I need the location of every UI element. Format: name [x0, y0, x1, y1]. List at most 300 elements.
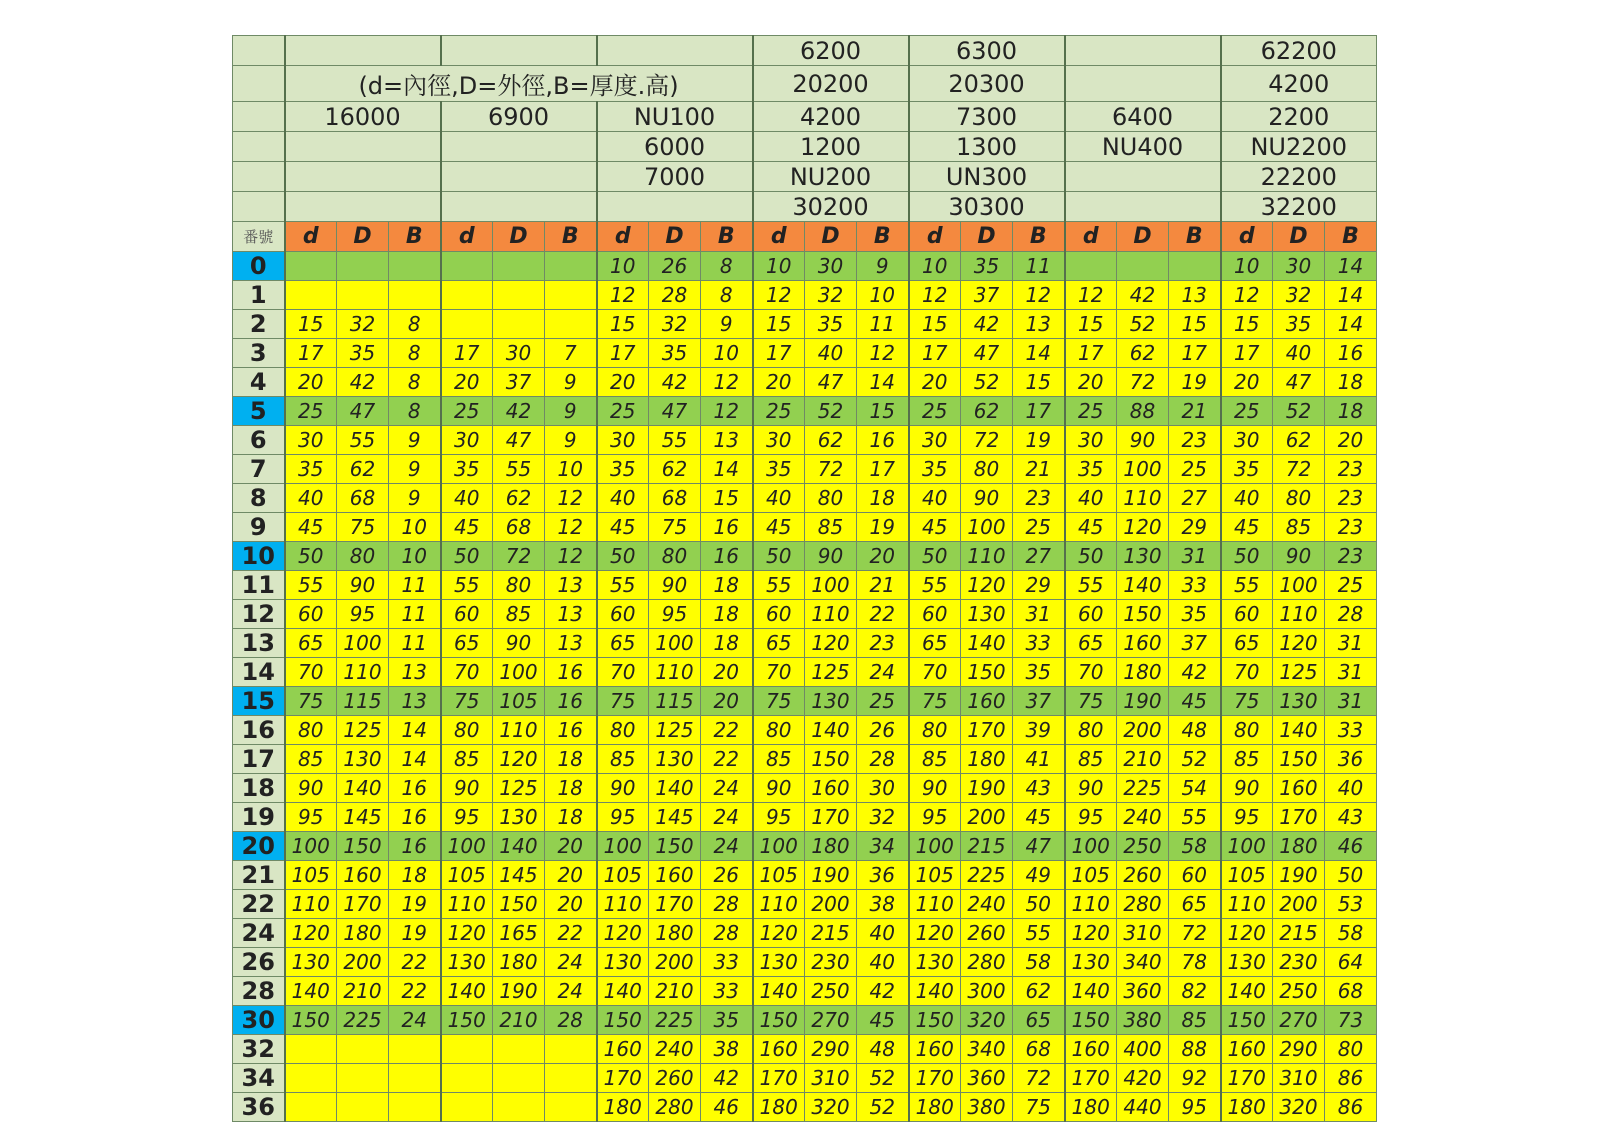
dimension-value: 130 [441, 948, 493, 977]
dimension-value: 100 [805, 571, 857, 600]
series-label: UN300 [909, 162, 1065, 192]
dimension-value: 14 [857, 368, 909, 397]
dimension-value: 70 [285, 658, 337, 687]
dimension-value: 90 [1065, 774, 1117, 803]
dimension-value [285, 281, 337, 310]
dimension-value: 46 [701, 1093, 753, 1122]
dimension-value: 50 [1325, 861, 1377, 890]
dimension-value: 290 [1273, 1035, 1325, 1064]
dimension-value: 160 [1273, 774, 1325, 803]
dimension-value: 140 [1117, 571, 1169, 600]
series-label: 1300 [909, 132, 1065, 162]
dimension-value: 110 [805, 600, 857, 629]
dimension-note: (d=內徑,D=外徑,B=厚度.高) [285, 66, 753, 102]
dimension-value [441, 1093, 493, 1122]
table-row [233, 513, 1377, 542]
dimension-value: 140 [493, 832, 545, 861]
dimension-value: 35 [701, 1006, 753, 1035]
dimension-value: 25 [1013, 513, 1065, 542]
dimension-value: 145 [493, 861, 545, 890]
dimension-value: 190 [805, 861, 857, 890]
dimension-value: 86 [1325, 1093, 1377, 1122]
dimension-value: 30 [441, 426, 493, 455]
dimension-value: 40 [909, 484, 961, 513]
dimension-value: 22 [545, 919, 597, 948]
dimension-value: 15 [1221, 310, 1273, 339]
dimension-value: 75 [1221, 687, 1273, 716]
bore-number: 0 [233, 252, 285, 281]
table-row [233, 977, 1377, 1006]
dimension-value: 380 [1117, 1006, 1169, 1035]
header-index-cell [233, 132, 285, 162]
table-row [233, 571, 1377, 600]
series-label: 7300 [909, 102, 1065, 132]
series-label: 6900 [441, 102, 597, 132]
dimension-value: 60 [285, 600, 337, 629]
bore-number: 21 [233, 861, 285, 890]
dimension-value [545, 1035, 597, 1064]
dimension-value: 55 [441, 571, 493, 600]
dimension-value [545, 252, 597, 281]
dimension-label: B [701, 222, 753, 252]
dimension-value: 110 [753, 890, 805, 919]
dimension-value: 120 [961, 571, 1013, 600]
dimension-value: 13 [1013, 310, 1065, 339]
dimension-value: 17 [285, 339, 337, 368]
table-row [233, 803, 1377, 832]
dimension-value: 20 [545, 890, 597, 919]
dimension-value: 41 [1013, 745, 1065, 774]
dimension-label: B [389, 222, 441, 252]
dimension-value: 270 [805, 1006, 857, 1035]
dimension-value: 22 [701, 716, 753, 745]
dimension-value: 10 [909, 252, 961, 281]
dimension-value: 14 [1013, 339, 1065, 368]
dimension-value: 40 [1273, 339, 1325, 368]
dimension-value: 95 [441, 803, 493, 832]
dimension-value: 37 [961, 281, 1013, 310]
series-label [1065, 192, 1221, 222]
dimension-value: 85 [1169, 1006, 1221, 1035]
dimension-value: 80 [493, 571, 545, 600]
dimension-value: 11 [1013, 252, 1065, 281]
dimension-value: 68 [493, 513, 545, 542]
dimension-value: 42 [493, 397, 545, 426]
dimension-value: 320 [961, 1006, 1013, 1035]
dimension-value: 40 [1065, 484, 1117, 513]
dimension-value: 43 [1325, 803, 1377, 832]
dimension-value: 200 [1117, 716, 1169, 745]
dimension-label: D [961, 222, 1013, 252]
dimension-value: 40 [753, 484, 805, 513]
dimension-value: 35 [441, 455, 493, 484]
dimension-value: 105 [493, 687, 545, 716]
bore-number: 7 [233, 455, 285, 484]
dimension-value: 30 [493, 339, 545, 368]
dimension-value: 95 [1221, 803, 1273, 832]
dimension-value: 80 [1273, 484, 1325, 513]
dimension-value: 215 [805, 919, 857, 948]
dimension-value: 50 [285, 542, 337, 571]
dimension-value [545, 1093, 597, 1122]
dimension-value: 180 [597, 1093, 649, 1122]
bore-number: 19 [233, 803, 285, 832]
dimension-label: D [805, 222, 857, 252]
dimension-value: 20 [441, 368, 493, 397]
dimension-value: 95 [1169, 1093, 1221, 1122]
dimension-value: 12 [1065, 281, 1117, 310]
dimension-label: D [1273, 222, 1325, 252]
dimension-value: 260 [649, 1064, 701, 1093]
dimension-value: 31 [1325, 687, 1377, 716]
dimension-value: 39 [1013, 716, 1065, 745]
dimension-value: 70 [1221, 658, 1273, 687]
series-label: 30300 [909, 192, 1065, 222]
dimension-value: 130 [337, 745, 389, 774]
dimension-value: 62 [1117, 339, 1169, 368]
dimension-value: 25 [1169, 455, 1221, 484]
bore-number: 11 [233, 571, 285, 600]
dimension-value [545, 281, 597, 310]
dimension-label: D [649, 222, 701, 252]
dimension-value: 16 [389, 803, 441, 832]
dimension-value: 105 [597, 861, 649, 890]
series-label [441, 192, 597, 222]
dimension-value: 20 [753, 368, 805, 397]
dimension-value: 120 [1221, 919, 1273, 948]
dimension-value: 28 [701, 919, 753, 948]
dimension-value: 140 [337, 774, 389, 803]
dimension-value: 45 [857, 1006, 909, 1035]
dimension-value: 23 [1325, 542, 1377, 571]
dimension-value: 150 [1117, 600, 1169, 629]
dimension-value: 95 [649, 600, 701, 629]
dimension-value: 150 [285, 1006, 337, 1035]
dimension-value: 85 [1273, 513, 1325, 542]
dimension-value: 35 [805, 310, 857, 339]
dimension-value: 20 [909, 368, 961, 397]
dimension-value: 19 [389, 890, 441, 919]
dimension-value: 160 [909, 1035, 961, 1064]
dimension-value: 60 [753, 600, 805, 629]
dimension-value: 11 [389, 600, 441, 629]
dimension-value [285, 1035, 337, 1064]
dimension-value: 95 [597, 803, 649, 832]
dimension-value: 160 [961, 687, 1013, 716]
dimension-value: 10 [545, 455, 597, 484]
dimension-value: 90 [441, 774, 493, 803]
dimension-value: 200 [805, 890, 857, 919]
dimension-value: 18 [1325, 368, 1377, 397]
dimension-value [441, 281, 493, 310]
dimension-value: 160 [337, 861, 389, 890]
series-header-row [233, 66, 1377, 102]
dimension-value: 19 [1169, 368, 1221, 397]
dimension-value: 75 [597, 687, 649, 716]
dimension-value: 360 [961, 1064, 1013, 1093]
dimension-value: 100 [1273, 571, 1325, 600]
dimension-value: 150 [649, 832, 701, 861]
dimension-value: 82 [1169, 977, 1221, 1006]
dimension-value: 42 [337, 368, 389, 397]
dimension-value [493, 1035, 545, 1064]
dimension-value [389, 1093, 441, 1122]
dimension-value: 225 [649, 1006, 701, 1035]
dimension-value: 10 [389, 513, 441, 542]
dimension-value: 21 [1013, 455, 1065, 484]
dimension-value: 14 [1325, 252, 1377, 281]
dimension-value: 90 [337, 571, 389, 600]
dimension-value: 18 [701, 629, 753, 658]
dimension-value: 45 [597, 513, 649, 542]
dimension-value: 18 [545, 774, 597, 803]
dimension-value: 40 [441, 484, 493, 513]
dimension-value: 68 [649, 484, 701, 513]
series-label [285, 132, 441, 162]
dimension-value: 9 [545, 426, 597, 455]
dimension-value: 12 [545, 484, 597, 513]
dimension-value: 8 [389, 368, 441, 397]
dimension-value: 32 [649, 310, 701, 339]
dimension-value: 17 [1221, 339, 1273, 368]
dimension-value: 160 [805, 774, 857, 803]
bore-number: 2 [233, 310, 285, 339]
dimension-value: 200 [961, 803, 1013, 832]
dimension-value: 12 [545, 513, 597, 542]
dimension-value: 110 [285, 890, 337, 919]
dimension-value [493, 281, 545, 310]
dimension-value [285, 1064, 337, 1093]
dimension-value: 200 [337, 948, 389, 977]
dimension-value: 60 [1221, 600, 1273, 629]
dimension-value: 80 [1065, 716, 1117, 745]
series-label: 1200 [753, 132, 909, 162]
dimension-value: 70 [909, 658, 961, 687]
dimension-value: 52 [857, 1064, 909, 1093]
dimension-value: 37 [493, 368, 545, 397]
dimension-value: 170 [1221, 1064, 1273, 1093]
dimension-value: 105 [1221, 861, 1273, 890]
dimension-value: 160 [649, 861, 701, 890]
dimension-value [545, 1064, 597, 1093]
dimension-value: 250 [1117, 832, 1169, 861]
dimension-value: 35 [1273, 310, 1325, 339]
dimension-value: 60 [909, 600, 961, 629]
dimension-value: 47 [337, 397, 389, 426]
bore-number: 14 [233, 658, 285, 687]
dimension-value: 130 [1065, 948, 1117, 977]
dimension-header-row [233, 222, 1377, 252]
dimension-value: 150 [753, 1006, 805, 1035]
table-row [233, 716, 1377, 745]
dimension-value: 170 [961, 716, 1013, 745]
dimension-value [493, 1093, 545, 1122]
bore-number: 10 [233, 542, 285, 571]
dimension-value: 55 [909, 571, 961, 600]
dimension-value: 15 [701, 484, 753, 513]
dimension-value: 25 [1221, 397, 1273, 426]
dimension-value: 26 [857, 716, 909, 745]
dimension-value: 60 [597, 600, 649, 629]
dimension-value: 170 [649, 890, 701, 919]
dimension-value: 72 [805, 455, 857, 484]
dimension-value: 23 [1325, 455, 1377, 484]
dimension-value: 47 [1013, 832, 1065, 861]
dimension-value: 43 [1013, 774, 1065, 803]
dimension-value: 17 [857, 455, 909, 484]
dimension-value: 105 [285, 861, 337, 890]
dimension-value [441, 1035, 493, 1064]
dimension-value: 11 [857, 310, 909, 339]
bearing-table-container [232, 35, 1377, 1122]
dimension-value: 310 [1117, 919, 1169, 948]
dimension-value: 18 [857, 484, 909, 513]
bore-number: 16 [233, 716, 285, 745]
dimension-value: 47 [805, 368, 857, 397]
series-label: 6400 [1065, 102, 1221, 132]
table-row [233, 455, 1377, 484]
dimension-value: 50 [441, 542, 493, 571]
dimension-value: 24 [701, 803, 753, 832]
dimension-value: 20 [701, 658, 753, 687]
table-row [233, 426, 1377, 455]
dimension-value: 105 [441, 861, 493, 890]
dimension-value: 55 [597, 571, 649, 600]
dimension-value: 24 [701, 774, 753, 803]
dimension-value: 60 [441, 600, 493, 629]
dimension-value: 10 [701, 339, 753, 368]
dimension-value: 20 [545, 832, 597, 861]
header-index-cell [233, 102, 285, 132]
dimension-value: 65 [1013, 1006, 1065, 1035]
dimension-value: 130 [909, 948, 961, 977]
dimension-value: 35 [285, 455, 337, 484]
dimension-value [389, 1064, 441, 1093]
dimension-value [285, 1093, 337, 1122]
dimension-value: 90 [1273, 542, 1325, 571]
dimension-value: 70 [753, 658, 805, 687]
dimension-value: 9 [701, 310, 753, 339]
dimension-value: 13 [389, 658, 441, 687]
dimension-value: 16 [545, 658, 597, 687]
table-row [233, 919, 1377, 948]
dimension-value: 8 [701, 281, 753, 310]
dimension-value: 310 [805, 1064, 857, 1093]
dimension-value: 30 [1273, 252, 1325, 281]
dimension-value: 100 [493, 658, 545, 687]
dimension-value: 95 [1065, 803, 1117, 832]
dimension-value: 16 [389, 832, 441, 861]
dimension-value: 13 [1169, 281, 1221, 310]
dimension-value: 16 [857, 426, 909, 455]
series-label: 4200 [1221, 66, 1377, 102]
dimension-value: 58 [1169, 832, 1221, 861]
dimension-value: 130 [961, 600, 1013, 629]
dimension-value: 47 [1273, 368, 1325, 397]
dimension-value: 35 [961, 252, 1013, 281]
dimension-value: 120 [753, 919, 805, 948]
dimension-value: 190 [493, 977, 545, 1006]
dimension-value: 42 [857, 977, 909, 1006]
table-row [233, 745, 1377, 774]
dimension-value: 150 [493, 890, 545, 919]
dimension-value: 180 [1273, 832, 1325, 861]
table-row [233, 948, 1377, 977]
dimension-value: 16 [701, 542, 753, 571]
dimension-value: 9 [857, 252, 909, 281]
dimension-value: 115 [649, 687, 701, 716]
dimension-value: 35 [597, 455, 649, 484]
dimension-value: 240 [1117, 803, 1169, 832]
dimension-value: 55 [1169, 803, 1221, 832]
dimension-value: 310 [1273, 1064, 1325, 1093]
dimension-value: 150 [1221, 1006, 1273, 1035]
dimension-value: 22 [701, 745, 753, 774]
dimension-value: 120 [909, 919, 961, 948]
dimension-value: 200 [1273, 890, 1325, 919]
dimension-value: 40 [285, 484, 337, 513]
dimension-value: 125 [493, 774, 545, 803]
dimension-value: 20 [597, 368, 649, 397]
dimension-value: 35 [1013, 658, 1065, 687]
dimension-value: 150 [597, 1006, 649, 1035]
dimension-value: 35 [1221, 455, 1273, 484]
dimension-value: 48 [857, 1035, 909, 1064]
series-label [1065, 36, 1221, 66]
dimension-value: 24 [389, 1006, 441, 1035]
dimension-value: 52 [1169, 745, 1221, 774]
dimension-value: 140 [1273, 716, 1325, 745]
dimension-value: 110 [597, 890, 649, 919]
dimension-value: 55 [1065, 571, 1117, 600]
table-row [233, 281, 1377, 310]
dimension-value: 180 [493, 948, 545, 977]
dimension-value: 42 [649, 368, 701, 397]
dimension-label: d [1221, 222, 1273, 252]
dimension-value: 13 [701, 426, 753, 455]
dimension-value: 47 [961, 339, 1013, 368]
dimension-value: 270 [1273, 1006, 1325, 1035]
dimension-value: 165 [493, 919, 545, 948]
series-label [441, 36, 597, 66]
dimension-value: 62 [337, 455, 389, 484]
dimension-value: 42 [1117, 281, 1169, 310]
series-header-row [233, 192, 1377, 222]
series-header-row [233, 162, 1377, 192]
dimension-label: B [1325, 222, 1377, 252]
dimension-value: 120 [285, 919, 337, 948]
dimension-value: 9 [389, 484, 441, 513]
dimension-value: 130 [1117, 542, 1169, 571]
dimension-value: 100 [285, 832, 337, 861]
dimension-value: 100 [441, 832, 493, 861]
dimension-value: 125 [805, 658, 857, 687]
dimension-value: 40 [857, 948, 909, 977]
dimension-value: 46 [1325, 832, 1377, 861]
dimension-value: 35 [1169, 600, 1221, 629]
dimension-value: 170 [1273, 803, 1325, 832]
dimension-value: 17 [597, 339, 649, 368]
dimension-value [493, 252, 545, 281]
bore-number: 18 [233, 774, 285, 803]
table-row [233, 310, 1377, 339]
table-row [233, 368, 1377, 397]
dimension-value: 130 [649, 745, 701, 774]
dimension-value: 100 [753, 832, 805, 861]
dimension-value: 12 [1221, 281, 1273, 310]
series-label: NU2200 [1221, 132, 1377, 162]
series-label [597, 192, 753, 222]
